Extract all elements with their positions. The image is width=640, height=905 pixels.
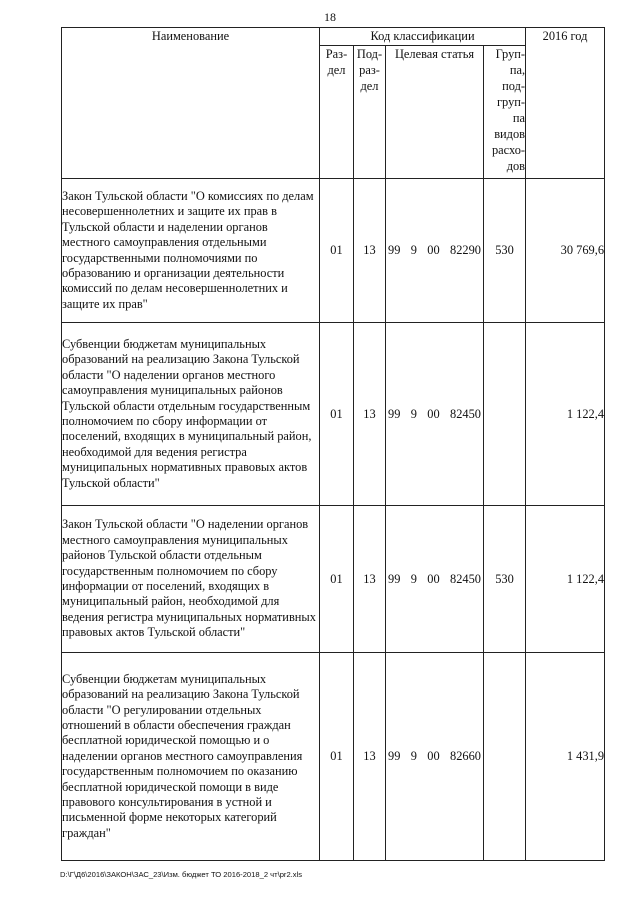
header-year: 2016 год bbox=[526, 28, 605, 179]
row-amount: 1 122,4 bbox=[526, 323, 605, 506]
row-razdel: 01 bbox=[320, 506, 354, 653]
header-code: Код классификации bbox=[320, 28, 526, 46]
table-row bbox=[62, 179, 605, 323]
page-number: 18 bbox=[324, 10, 336, 24]
header-article: Целевая статья bbox=[386, 46, 484, 179]
row-name: Закон Тульской области "О комиссиях по делам несовершеннолетних и защите их прав в Тульской области и наделении органов местного самоуправления отдельными государственными полномочиями по образованию и организации деятельности комиссий по делам несовершеннолетних и защите их прав" bbox=[62, 179, 320, 323]
row-razdel: 01 bbox=[320, 179, 354, 323]
row-amount: 30 769,6 bbox=[526, 179, 605, 323]
header-razdel: Раз- дел bbox=[320, 46, 354, 179]
row-razdel: 01 bbox=[320, 323, 354, 506]
file-path-footer: D:\Г\Д6\2016\ЗАКОН\ЗАС_23\Изм. бюджет ТО 2016-2018_2 чт\pr2.xls bbox=[60, 870, 303, 879]
table-row bbox=[62, 323, 605, 506]
row-article: 99 9 00 82450 bbox=[386, 323, 484, 506]
row-amount: 1 122,4 bbox=[526, 506, 605, 653]
table-row bbox=[62, 653, 605, 861]
row-podrazdel: 13 bbox=[354, 323, 386, 506]
row-amount: 1 431,9 bbox=[526, 653, 605, 861]
row-razdel: 01 bbox=[320, 653, 354, 861]
header-vid-rashodov: Груп- па, под- груп- па видов расхо- дов bbox=[484, 46, 526, 179]
row-vid: 530 bbox=[484, 179, 526, 323]
row-vid bbox=[484, 653, 526, 861]
row-article: 99 9 00 82290 bbox=[386, 179, 484, 323]
row-name: Субвенции бюджетам муниципальных образований на реализацию Закона Тульской области "О регулировании отдельных отношений в области обеспечения граждан бесплатной юридической помощью и о наделении органов местного самоуправления государственным полномочием по оказанию бесплатной юридической помощи в виде правового консультирования в устной и письменной форме некоторых категорий граждан" bbox=[62, 653, 320, 861]
row-vid bbox=[484, 323, 526, 506]
row-article: 99 9 00 82450 bbox=[386, 506, 484, 653]
row-podrazdel: 13 bbox=[354, 506, 386, 653]
row-name: Субвенции бюджетам муниципальных образований на реализацию Закона Тульской области "О наделении органов местного самоуправления муниципальных районов Тульской области отдельным государственным полномочием по сбору информации от поселений, входящих в муниципальный район, необходимой для ведения регистра муниципальных нормативных правовых актов Тульской области" bbox=[62, 323, 320, 506]
budget-table bbox=[61, 27, 605, 861]
row-name: Закон Тульской области "О наделении органов местного самоуправления муниципальных районов Тульской области отдельным государственным полномочием по сбору информации от поселений, входящих в муниципальный район, необходимой для ведения регистра муниципальных нормативных правовых актов Тульской области" bbox=[62, 506, 320, 653]
table-row bbox=[62, 506, 605, 653]
header-name: Наименование bbox=[62, 28, 320, 179]
row-vid: 530 bbox=[484, 506, 526, 653]
row-podrazdel: 13 bbox=[354, 179, 386, 323]
row-article: 99 9 00 82660 bbox=[386, 653, 484, 861]
header-podrazdel: Под- раз- дел bbox=[354, 46, 386, 179]
row-podrazdel: 13 bbox=[354, 653, 386, 861]
